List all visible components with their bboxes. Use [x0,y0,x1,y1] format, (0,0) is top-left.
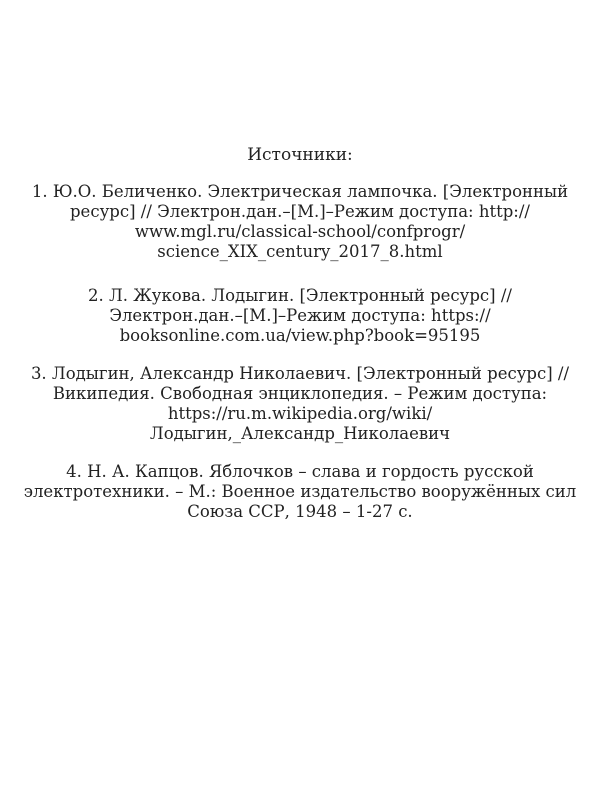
source-line: 3. Лодыгин, Александр Николаевич. [Электронный ресурс] // [30,364,570,383]
source-item-3 [14,364,586,444]
source-line: ресурс] // Электрон.дан.–[М.]–Режим доступа: http:// [70,202,530,221]
source-line: https://ru.m.wikipedia.org/wiki/ [167,404,433,423]
source-item-2 [14,286,586,346]
source-line: www.mgl.ru/classical-school/confprogr/ [134,222,466,241]
source-line: 4. Н. А. Капцов. Яблочков – слава и гордость русской [66,462,534,481]
source-item-1 [14,182,586,262]
source-line: booksonline.com.ua/view.php?book=95195 [119,326,481,345]
source-item-4 [14,462,586,522]
sources-heading: Источники: [247,145,353,165]
source-line: Союза ССР, 1948 – 1-27 с. [187,502,413,521]
source-line: 2. Л. Жукова. Лодыгин. [Электронный ресурс] // [88,286,512,305]
source-line: science_XIX_century_2017_8.html [157,242,443,261]
source-line: электротехники. – М.: Военное издательство вооружённых сил [23,482,577,501]
source-line: Википедия. Свободная энциклопедия. – Режим доступа: [52,384,548,403]
source-line: 1. Ю.О. Беличенко. Электрическая лампочка. [Электронный [31,182,569,201]
source-line: Лодыгин,_Александр_Николаевич [149,424,451,443]
source-line: Электрон.дан.–[М.]–Режим доступа: https:// [109,306,491,325]
